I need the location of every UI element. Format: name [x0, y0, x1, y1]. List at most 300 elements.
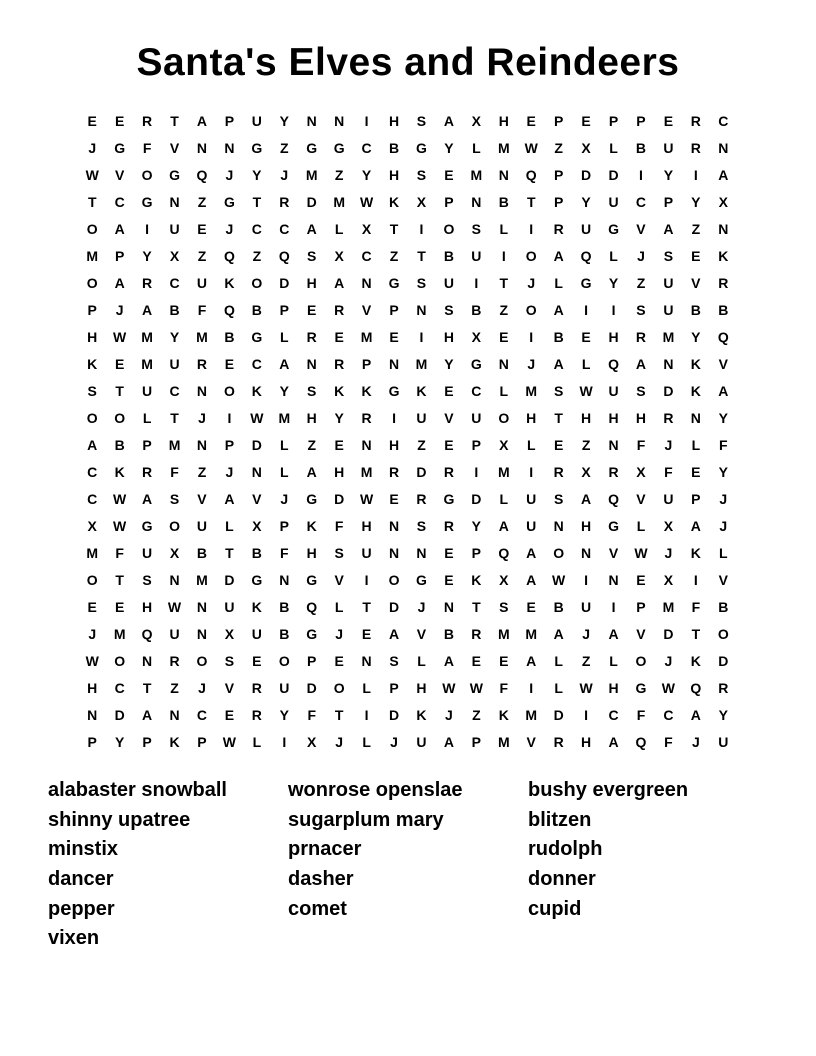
grid-letter: R: [142, 274, 153, 291]
grid-letter: D: [581, 166, 592, 183]
grid-letter: M: [470, 166, 483, 183]
grid-letter: I: [474, 274, 479, 291]
grid-letter: E: [663, 112, 674, 129]
grid-letter: Q: [223, 247, 235, 264]
grid-letter: V: [114, 166, 125, 183]
grid-letter: B: [388, 139, 400, 156]
grid-letter: T: [472, 598, 481, 615]
grid-letter: B: [718, 598, 729, 615]
grid-letter: W: [250, 409, 264, 426]
grid-letter: D: [416, 463, 427, 480]
grid-letter: J: [582, 625, 590, 642]
grid-letter: Q: [690, 679, 702, 696]
grid-letter: N: [718, 220, 729, 237]
grid-letter: Y: [608, 274, 619, 291]
grid-letter: P: [87, 301, 97, 318]
grid-letter: H: [361, 517, 372, 534]
grid-letter: G: [223, 193, 235, 210]
grid-letter: F: [334, 517, 344, 534]
grid-letter: T: [362, 598, 371, 615]
grid-letter: U: [581, 220, 592, 237]
grid-letter: P: [197, 733, 207, 750]
grid-letter: U: [196, 274, 208, 291]
grid-letter: A: [553, 247, 564, 264]
grid-letter: O: [223, 382, 235, 399]
grid-letter: A: [196, 112, 208, 129]
grid-letter: O: [141, 166, 153, 183]
puzzle-title: Santa's Elves and Reindeers: [136, 41, 680, 84]
grid-letter: H: [388, 112, 400, 129]
grid-letter: I: [584, 571, 589, 588]
grid-letter: A: [526, 571, 537, 588]
grid-letter: A: [306, 220, 317, 237]
grid-letter: U: [142, 544, 153, 561]
grid-letter: F: [664, 733, 673, 750]
grid-letter: T: [170, 112, 179, 129]
grid-letter: C: [87, 490, 98, 507]
grid-letter: J: [527, 274, 536, 291]
grid-letter: O: [86, 274, 98, 291]
grid-letter: X: [663, 517, 674, 534]
grid-letter: Z: [334, 166, 344, 183]
grid-letter: Z: [636, 274, 646, 291]
grid-letter: O: [169, 517, 180, 534]
grid-letter: W: [113, 490, 127, 507]
grid-letter: A: [718, 166, 729, 183]
grid-letter: U: [608, 193, 619, 210]
grid-letter: X: [581, 463, 591, 480]
grid-letter: M: [113, 625, 126, 642]
grid-letter: V: [416, 625, 427, 642]
grid-letter: V: [334, 571, 344, 588]
grid-letter: Y: [361, 166, 372, 183]
grid-letter: N: [169, 706, 180, 723]
grid-row: [79, 621, 738, 648]
grid-letter: P: [279, 301, 289, 318]
grid-letter: N: [581, 544, 592, 561]
grid-letter: U: [471, 409, 482, 426]
grid-letter: E: [553, 436, 564, 453]
grid-letter: R: [553, 733, 564, 750]
grid-letter: Y: [444, 355, 454, 372]
grid-letter: X: [471, 328, 482, 345]
grid-letter: K: [251, 598, 262, 615]
grid-letter: I: [364, 706, 369, 723]
grid-letter: P: [553, 193, 564, 210]
grid-letter: X: [169, 247, 180, 264]
grid-letter: G: [114, 139, 126, 156]
grid-letter: X: [252, 517, 262, 534]
grid-letter: Q: [306, 598, 318, 615]
grid-letter: C: [718, 112, 729, 129]
grid-letter: G: [306, 571, 318, 588]
grid-letter: O: [333, 679, 345, 696]
grid-letter: T: [691, 625, 701, 642]
grid-letter: R: [279, 193, 290, 210]
grid-letter: V: [718, 571, 728, 588]
grid-letter: G: [608, 220, 619, 237]
grid-letter: O: [196, 652, 208, 669]
grid-letter: U: [251, 625, 262, 642]
grid-letter: I: [419, 220, 424, 237]
grid-letter: J: [88, 139, 97, 156]
grid-letter: C: [608, 706, 619, 723]
grid-letter: S: [416, 274, 427, 291]
grid-letter: O: [86, 571, 98, 588]
grid-letter: H: [608, 679, 619, 696]
grid-letter: C: [169, 382, 180, 399]
grid-letter: P: [553, 112, 564, 129]
grid-letter: A: [553, 625, 564, 642]
grid-letter: K: [471, 571, 482, 588]
grid-letter: G: [416, 571, 427, 588]
grid-letter: B: [114, 436, 125, 453]
grid-letter: L: [609, 247, 618, 264]
grid-letter: D: [306, 193, 317, 210]
grid-letter: J: [719, 490, 728, 507]
grid-letter: Q: [608, 490, 619, 507]
grid-letter: O: [114, 409, 126, 426]
grid-letter: F: [499, 679, 509, 696]
grid-letter: E: [444, 571, 454, 588]
grid-letter: R: [388, 463, 400, 480]
grid-letter: E: [691, 463, 701, 480]
grid-letter: S: [169, 490, 180, 507]
grid-letter: F: [197, 301, 207, 318]
grid-letter: A: [718, 382, 729, 399]
grid-letter: L: [499, 220, 509, 237]
grid-letter: R: [635, 328, 647, 345]
grid-letter: U: [663, 490, 674, 507]
grid-letter: J: [335, 733, 344, 750]
grid-letter: O: [525, 301, 537, 318]
grid-letter: C: [196, 706, 208, 723]
grid-letter: G: [388, 382, 400, 399]
grid-letter: K: [416, 706, 427, 723]
grid-letter: D: [718, 652, 729, 669]
grid-letter: V: [169, 139, 180, 156]
grid-row: [79, 567, 738, 594]
grid-letter: I: [392, 409, 396, 426]
grid-letter: I: [529, 463, 534, 480]
grid-row: [79, 675, 738, 702]
grid-letter: Z: [280, 139, 289, 156]
grid-letter: U: [196, 517, 208, 534]
grid-letter: J: [280, 490, 289, 507]
grid-letter: H: [87, 679, 98, 696]
grid-letter: T: [115, 571, 124, 588]
grid-letter: B: [718, 301, 729, 318]
grid-row: [79, 108, 738, 135]
grid-letter: A: [279, 355, 290, 372]
grid-letter: B: [279, 598, 290, 615]
grid-letter: E: [114, 112, 125, 129]
grid-letter: D: [553, 706, 564, 723]
grid-letter: F: [115, 544, 124, 561]
grid-letter: F: [307, 706, 316, 723]
grid-letter: K: [87, 355, 98, 372]
grid-letter: A: [142, 490, 153, 507]
grid-letter: R: [690, 112, 701, 129]
word-list-item: donner: [528, 868, 596, 890]
grid-row: [79, 405, 738, 432]
grid-letter: N: [471, 193, 482, 210]
grid-letter: V: [636, 490, 646, 507]
grid-letter: T: [417, 247, 426, 264]
grid-letter: Z: [389, 247, 399, 264]
grid-letter: B: [279, 625, 290, 642]
grid-letter: S: [224, 652, 235, 669]
grid-letter: L: [581, 355, 591, 372]
grid-letter: W: [579, 382, 593, 399]
grid-letter: G: [306, 625, 318, 642]
grid-letter: J: [691, 733, 700, 750]
grid-letter: M: [525, 382, 538, 399]
grid-letter: E: [581, 112, 591, 129]
grid-letter: G: [388, 274, 400, 291]
grid-letter: N: [196, 436, 208, 453]
grid-letter: M: [662, 328, 675, 345]
grid-letter: I: [474, 463, 479, 480]
grid-letter: J: [88, 625, 97, 642]
grid-letter: N: [361, 274, 372, 291]
grid-row: [79, 189, 738, 216]
grid-letter: R: [142, 463, 153, 480]
grid-letter: G: [443, 490, 455, 507]
grid-letter: F: [691, 598, 701, 615]
grid-letter: U: [416, 733, 427, 750]
grid-letter: A: [635, 355, 647, 372]
grid-letter: G: [306, 490, 318, 507]
grid-letter: P: [471, 733, 482, 750]
grid-letter: W: [85, 652, 99, 669]
grid-letter: E: [334, 436, 344, 453]
grid-letter: M: [196, 571, 208, 588]
word-list-column: [288, 776, 528, 954]
grid-letter: H: [306, 544, 317, 561]
grid-letter: L: [609, 652, 618, 669]
grid-letter: J: [198, 409, 206, 426]
grid-letter: E: [471, 652, 482, 669]
grid-letter: N: [306, 112, 317, 129]
grid-letter: L: [472, 139, 481, 156]
grid-letter: P: [114, 247, 125, 264]
grid-letter: V: [526, 733, 536, 750]
grid-letter: K: [169, 733, 180, 750]
grid-letter: G: [251, 328, 263, 345]
grid-letter: H: [581, 517, 592, 534]
grid-letter: K: [361, 382, 372, 399]
grid-letter: A: [114, 274, 125, 291]
grid-letter: S: [499, 598, 509, 615]
grid-letter: N: [279, 571, 290, 588]
grid-letter: B: [443, 625, 454, 642]
grid-letter: U: [224, 598, 235, 615]
grid-letter: N: [361, 436, 372, 453]
grid-letter: R: [608, 463, 619, 480]
grid-row: [79, 432, 738, 459]
grid-letter: D: [388, 598, 400, 615]
grid-letter: D: [471, 490, 482, 507]
grid-letter: R: [306, 328, 317, 345]
grid-letter: A: [142, 301, 153, 318]
grid-letter: T: [554, 409, 563, 426]
grid-letter: F: [636, 706, 646, 723]
grid-letter: S: [416, 517, 427, 534]
grid-letter: W: [524, 139, 538, 156]
word-list-item: wonrose openslae: [288, 778, 463, 801]
grid-letter: B: [443, 247, 454, 264]
grid-letter: A: [553, 355, 564, 372]
grid-letter: E: [114, 598, 125, 615]
grid-letter: E: [526, 598, 536, 615]
grid-letter: S: [663, 247, 674, 264]
grid-letter: A: [581, 490, 592, 507]
grid-letter: W: [469, 679, 483, 696]
word-list-item: sugarplum mary: [288, 808, 444, 831]
grid-letter: M: [415, 355, 428, 372]
grid-letter: D: [306, 679, 317, 696]
grid-letter: M: [333, 193, 345, 210]
grid-letter: W: [359, 490, 374, 507]
grid-letter: Y: [279, 382, 289, 399]
grid-letter: L: [526, 436, 536, 453]
grid-letter: E: [581, 328, 591, 345]
grid-letter: N: [608, 571, 619, 588]
grid-letter: P: [553, 166, 564, 183]
grid-letter: A: [608, 733, 619, 750]
grid-letter: D: [114, 706, 125, 723]
grid-letter: D: [663, 625, 674, 642]
grid-letter: G: [251, 571, 263, 588]
grid-letter: B: [690, 301, 701, 318]
grid-letter: N: [690, 409, 701, 426]
grid-letter: S: [636, 301, 646, 318]
grid-letter: M: [497, 463, 510, 480]
grid-letter: F: [719, 436, 728, 453]
grid-letter: H: [526, 409, 537, 426]
grid-row: [79, 162, 738, 189]
grid-letter: K: [334, 382, 345, 399]
grid-letter: S: [416, 166, 427, 183]
grid-letter: N: [196, 625, 208, 642]
grid-letter: L: [252, 733, 262, 750]
grid-letter: U: [169, 625, 180, 642]
grid-letter: C: [279, 220, 290, 237]
grid-letter: R: [334, 301, 345, 318]
word-list-column: [48, 776, 288, 954]
grid-letter: Y: [691, 328, 701, 345]
grid-letter: I: [693, 166, 698, 183]
grid-letter: O: [717, 625, 729, 642]
grid-letter: G: [333, 139, 345, 156]
grid-letter: U: [663, 274, 674, 291]
grid-letter: H: [87, 328, 98, 345]
grid-letter: E: [499, 652, 509, 669]
grid-letter: I: [364, 571, 369, 588]
grid-letter: U: [663, 139, 674, 156]
grid-letter: T: [389, 220, 399, 237]
grid-letter: V: [636, 625, 646, 642]
grid-letter: E: [636, 571, 646, 588]
grid-letter: X: [169, 544, 180, 561]
grid-row: [79, 459, 738, 486]
grid-row: [79, 351, 738, 378]
grid-letter: A: [690, 706, 701, 723]
grid-letter: N: [608, 436, 619, 453]
grid-letter: M: [525, 625, 538, 642]
grid-letter: D: [279, 274, 290, 291]
grid-letter: M: [168, 436, 181, 453]
grid-row: [79, 540, 738, 567]
grid-row: [79, 297, 738, 324]
grid-letter: E: [87, 112, 97, 129]
grid-letter: Q: [141, 625, 153, 642]
grid-letter: Y: [444, 139, 454, 156]
grid-letter: W: [552, 571, 566, 588]
grid-letter: G: [608, 517, 619, 534]
grid-letter: A: [553, 301, 564, 318]
grid-letter: P: [142, 733, 152, 750]
grid-letter: I: [364, 112, 369, 129]
grid-letter: G: [470, 355, 482, 372]
grid-letter: M: [141, 328, 153, 345]
grid-letter: N: [388, 544, 400, 561]
grid-letter: P: [224, 112, 235, 129]
grid-letter: I: [227, 409, 232, 426]
grid-letter: P: [224, 436, 235, 453]
grid-letter: J: [280, 166, 289, 183]
grid-letter: U: [169, 220, 180, 237]
grid-letter: B: [224, 328, 235, 345]
grid-letter: I: [501, 247, 506, 264]
grid-letter: E: [334, 328, 344, 345]
grid-letter: C: [114, 679, 125, 696]
grid-letter: F: [664, 463, 673, 480]
grid-letter: H: [388, 436, 400, 453]
grid-letter: D: [388, 706, 400, 723]
grid-letter: N: [498, 355, 509, 372]
grid-letter: X: [224, 625, 235, 642]
grid-letter: V: [197, 490, 207, 507]
grid-letter: S: [553, 382, 564, 399]
word-list-item: alabaster snowball: [48, 778, 227, 801]
grid-letter: U: [279, 679, 290, 696]
grid-letter: E: [444, 166, 454, 183]
grid-letter: X: [361, 220, 372, 237]
grid-letter: N: [142, 652, 153, 669]
grid-letter: S: [416, 112, 427, 129]
grid-letter: T: [225, 544, 234, 561]
grid-letter: V: [718, 355, 728, 372]
grid-letter: Q: [223, 301, 235, 318]
word-list-item: blitzen: [528, 808, 592, 831]
grid-letter: U: [526, 517, 537, 534]
grid-letter: O: [553, 544, 565, 561]
grid-letter: T: [526, 193, 536, 210]
grid-letter: E: [252, 652, 262, 669]
word-list-item: vixen: [48, 927, 100, 950]
grid-letter: C: [87, 463, 98, 480]
grid-letter: Y: [663, 166, 674, 183]
grid-letter: P: [142, 436, 152, 453]
grid-letter: Z: [417, 436, 426, 453]
grid-letter: J: [637, 247, 645, 264]
grid-letter: L: [334, 220, 344, 237]
grid-letter: M: [86, 544, 99, 561]
grid-letter: A: [498, 517, 509, 534]
grid-letter: C: [251, 220, 262, 237]
